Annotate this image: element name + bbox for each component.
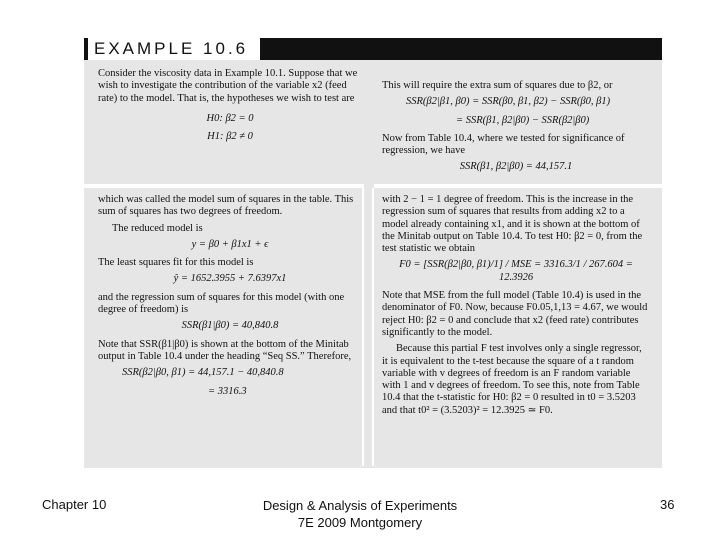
alt-hypothesis: H1: β2 ≠ 0 <box>207 131 253 143</box>
footer-title-line2: 7E 2009 Montgomery <box>297 515 423 530</box>
column-gap-left <box>362 188 364 466</box>
footer-title <box>240 497 480 531</box>
extra-ss-equation-1: SSR(β2|β1, β0) = SSR(β0, β1, β2) − SSR(β0, β1) <box>406 96 611 108</box>
right-split-divider <box>374 184 662 188</box>
regression-ss-paragraph: and the regression sum of squares for this model (with one degree of freedom) is <box>98 291 345 316</box>
footer-page-number: 36 <box>660 497 675 512</box>
intro-paragraph: Consider the viscosity data in Example 10.1. Suppose that we wish to investigate the contribution of the variable x2 (feed rate) to the model. That is, the hypotheses we wish to test are <box>98 68 358 104</box>
left-top-column <box>98 68 362 149</box>
reduced-model-equation: y = β0 + β1x1 + ϵ <box>191 238 269 250</box>
right-bottom-column <box>382 194 650 421</box>
right-top-column <box>382 80 650 180</box>
partial-f-paragraph: Because this partial F test involves only a single regressor, it is equivalent to the t-test because the square of a t random variable with v degrees of freedom is an F random variable with 1 and v degrees of freedom. To see this, note from Table 10.4 that the t-statistic for H0: β2 = 0 resulted in t0 = 3.5203 and that t0² = (3.5203)² = 12.3925 ≃ F0. <box>382 343 642 416</box>
example-title: EXAMPLE 10.6 <box>88 38 260 60</box>
extra-ss-paragraph: This will require the extra sum of squares due to β2, or <box>382 80 613 91</box>
model-ss-paragraph: which was called the model sum of squares in the table. This sum of squares has two degrees of freedom. <box>98 194 354 218</box>
extra-ss-equation-2: = SSR(β1, β2|β0) − SSR(β2|β0) <box>456 114 590 126</box>
seq-ss-note: Note that SSR(β1|β0) is shown at the bottom of the Minitab output in Table 10.4 under the heading “Seq SS.” Therefore, <box>98 338 352 362</box>
left-split-divider <box>84 184 364 188</box>
example-header-bar <box>84 38 662 60</box>
null-hypothesis: H0: β2 = 0 <box>206 112 254 124</box>
regression-ss-equation: SSR(β1|β0) = 40,840.8 <box>181 320 279 332</box>
table-reference-paragraph: Now from Table 10.4, where we tested for significance of regression, we have <box>382 132 625 157</box>
mse-note-paragraph: Note that MSE from the full model (Table 10.4) is used in the denominator of F0. Now, because F0.05,1,13 = 4.67, we would reject H0: β2 = 0 and conclude that x2 (feed rate) contributes significantly to the model. <box>382 290 648 338</box>
footer-title-line1: Design & Analysis of Experiments <box>262 498 458 513</box>
extra-ss-result: = 3316.3 <box>208 385 247 397</box>
f-statistic-equation: F0 = [SSR(β2|β0, β1)/1] / MSE = 3316.3/1 / 267.604 = 12.3926 <box>399 259 633 283</box>
column-gap-right <box>372 188 374 466</box>
footer-chapter: Chapter 10 <box>42 497 107 512</box>
full-ss-equation: SSR(β1, β2|β0) = 44,157.1 <box>459 161 573 173</box>
extra-ss-difference: SSR(β2|β0, β1) = 44,157.1 − 40,840.8 <box>122 367 284 379</box>
left-bottom-column <box>98 194 362 404</box>
textbook-scan <box>84 38 662 468</box>
fit-label: The least squares fit for this model is <box>98 257 254 269</box>
reduced-model-label: The reduced model is <box>112 222 203 234</box>
fit-equation: ŷ = 1652.3955 + 7.6397x1 <box>173 273 287 285</box>
degree-freedom-paragraph: with 2 − 1 = 1 degree of freedom. This is the increase in the regression sum of squares that results from adding x2 to a model already containing x1, and it is shown at the bottom of the Minitab output on Table 10.4. To test H0: β2 = 0, from the test statistic we obtain <box>382 194 643 255</box>
